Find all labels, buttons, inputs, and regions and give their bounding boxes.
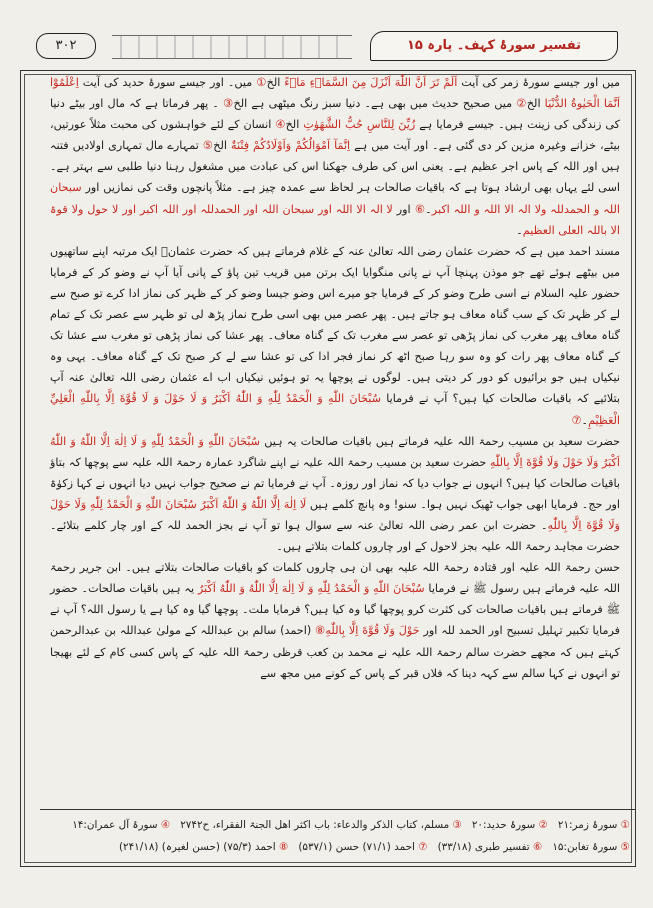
paragraph: [50, 557, 620, 684]
footnote-ref: ⑤: [202, 139, 214, 153]
footnote-text: احمد (۷۱/۱) حسن (۵۳۷/۱): [298, 841, 415, 853]
footnote-number: ⑤: [620, 841, 630, 853]
footnote-number: ③: [452, 819, 462, 831]
footnote-item: [558, 814, 630, 836]
footnote-ref: ②: [516, 97, 527, 111]
text-run: (احمد) سالم بن عبداللہ کے مولیٰ عبداللہ بن عبدالرحمن کہتے ہیں کہ مجھے حضرت سالم رحمۃ اللہ علیہ نے محمد بن کعب قرظی رحمۃ اللہ علیہ کے پاس کسی کام کے لئے بھیجا تو انہوں نے کہا سالم سے کہہ دینا کہ فلاں قبر کے پاس کے کونے میں مجھ سے: [50, 624, 620, 680]
body-text: [50, 72, 620, 684]
arabic-quote: لا الہ الا اللہ اور سبحان اللہ اور الحمدللہ اور اللہ اکبر اور لا حول ولا قوۃ الا باللہ العلی العظیم: [50, 202, 620, 237]
footnote-text: احمد (۷۵/۳) (حسن لغیرہ) (۲۴۱/۱۸): [118, 841, 276, 853]
text-run: تمہارے مال تمہاری اولادیں فتنہ ہیں اور اللہ کے پاس اجر عظیم ہے۔ یعنی اس کی طرف جھکنا اس کی عبادت میں مشغول رہنا دنیا طلبی سے بہتر ہے۔ اسی لئے یہاں بھی ارشاد ہوتا ہے کہ باقیات صالحات ہر لحاظ سے عمدہ چیز ہے۔ مثلاً پانچوں وقت کی نمازیں اور: [50, 139, 620, 195]
header-ornament-icon: [112, 35, 352, 59]
footnote-text: مسلم، کتاب الذکر والدعاء: باب اکثر اھل الجنۃ الفقراء، ح۲۷۴۲: [180, 819, 450, 831]
text-run: اور: [392, 202, 415, 216]
running-title: تفسیر سورۂ کہف۔ پارہ ۱۵: [370, 31, 618, 61]
text-run: الخ: [285, 118, 304, 132]
footnote-item: [119, 836, 288, 858]
footnote-number: ⑧: [279, 841, 289, 853]
footnote-number: ②: [538, 819, 548, 831]
arabic-quote: لَا اِلٰهَ اِلَّا اللّٰهُ وَ اللّٰهُ اَكْبَرُ سُبْحَانَ اللّٰهِ وَ الْحَمْدُ لِلّٰهِ وَلَا حَوْلَ وَلَا قُوَّةَ اِلَّا بِاللّٰهِ: [50, 497, 620, 532]
footnote-number: ⑦: [418, 841, 428, 853]
text-run: ۔: [425, 202, 432, 216]
page-header: [22, 30, 632, 64]
text-run: الخ: [526, 97, 545, 111]
footnote-text: سورۂ حدید:۲۰: [471, 819, 536, 831]
paragraph: [50, 72, 620, 241]
footnote-number: ①: [620, 819, 630, 831]
text-run: مسند احمد میں ہے کہ حضرت عثمان رضی اللہ تعالیٰ عنہ کے غلام فرماتے ہیں کہ حضرت عثمانؓ ایک مرتبہ اپنے ساتھیوں میں بیٹھے ہوئے تھے جو موذن پہنچا آپ نے پانی منگوایا ایک برتن میں قریب تین پاؤ کے پانی آیا آپ نے وضو کر کے فرمایا حضور علیہ السلام نے اسی طرح وضو کر کے فرمایا جو میرے اس وضو جیسا وضو کر کے ظہر کی نماز ادا کرے تو صبح سے لے کر ظہر تک کے سب گناہ معاف ہو جاتے ہیں۔ پھر عصر میں بھی اسی طرح نماز پڑھ لی تو ظہر سے عصر تک کے تمام گناہ معاف پھر مغرب کی نماز پڑھی تو عصر سے مغرب تک کے گناہ معاف۔ پھر عشا کی نماز پڑھی تو مغرب سے عشا تک کے گناہ معاف پھر رات کو وہ سو رہا صبح اٹھ کر نماز فجر ادا کی تو عشا سے لے کر صبح تک کے گناہ معاف۔ یہی وہ نیکیاں ہیں جو برائیوں کو دور کر دیتی ہیں۔ لوگوں نے پوچھا یہ تو ہوئیں نیکیاں اب اے عثمان رضی اللہ تعالیٰ عنہ آپ بتلائیے کہ باقیات صالحات کیا ہیں؟ آپ نے فرمایا: [50, 244, 620, 406]
footnote-ref: ⑥: [414, 202, 426, 216]
footnote-ref: ①: [256, 76, 267, 89]
text-run: ۔: [516, 223, 523, 237]
footnotes: [40, 814, 630, 858]
footnote-row: [40, 836, 630, 858]
footnote-number: ⑥: [533, 841, 543, 853]
text-run: الخ: [213, 139, 231, 153]
page-number: ۳۰۲: [36, 33, 96, 59]
text-run: انسان کے لئے خواہشوں کی محبت مثلاً عورتیں، بیٹے، خزانے وغیرہ مزین کر دی گئی ہے۔ اور آیت میں ہے: [50, 118, 620, 153]
text-run: میں اور جیسے سورۂ زمر کی آیت: [457, 76, 620, 89]
text-run: میں صحیح حدیث میں بھی ہے۔ دنیا سبز رنگ میٹھی ہے الخ: [233, 97, 517, 111]
footnote-item: [72, 814, 170, 836]
text-run: میں۔ اور جیسے سورۂ حدید کی آیت: [78, 76, 257, 89]
arabic-quote: سبحان اللہ و الحمدللہ ولا الہ الا اللہ و اللہ اکبر: [50, 181, 621, 216]
arabic-quote: سُبْحَانَ اللّٰهِ وَ الْحَمْدُ لِلّٰهِ وَ لَا اِلٰهَ اِلَّا اللّٰهُ وَ اللّٰهُ اَكْبَرُ وَلَا حَوْلَ وَلَا قُوَّةَ اِلَّا بِاللّٰهِ: [50, 434, 620, 469]
footnote-item: [472, 814, 548, 836]
text-run: ۔: [581, 413, 589, 427]
footnote-divider: [40, 809, 636, 810]
arabic-quote: سُبْحَانَ اللّٰهِ وَ الْحَمْدُ لِلّٰهِ وَ لَا اِلٰهَ اِلَّا اللّٰهُ وَ اللّٰهُ اَكْبَرُ: [197, 582, 425, 596]
arabic-quote: اِنَّمَآ اَمْوَالُكُمْ وَاَوْلَادُكُمْ فِتْنَةٌ: [230, 139, 351, 153]
footnote-text: سورۂ آل عمران:۱۴: [72, 819, 158, 831]
footnote-ref: ③: [222, 97, 234, 111]
footnote-text: سورۂ تغابن:۱۵: [552, 841, 618, 853]
text-run: ۔ حضرت ابن عمر رضی اللہ تعالیٰ عنہ سے سوال ہوا تو آپ نے بجز الحمد للہ کے اور چار کلمے بتلائے۔ حضرت مجاہد رحمۃ اللہ علیہ بجز لاحول کے اور چاروں کلمات بتلاتے ہیں۔: [50, 518, 620, 554]
paragraph: [50, 241, 620, 431]
footnote-ref: ⑦: [571, 413, 582, 427]
text-run: ۔ پھر فرماتا ہے کہ مال اور بیٹے دنیا کی زندگی کی زینت ہیں۔ جیسے فرمایا ہے: [50, 97, 620, 132]
arabic-quote: زُيِّنَ لِلنَّاسِ حُبُّ الشَّهَوٰتِ: [303, 118, 416, 132]
text-run: یہ ہیں باقیات صالحات۔ حضور ﷺ فرماتے ہیں باقیات صالحات کی کثرت کرو پوچھا گیا وہ کیا ہیں؟ فرمایا ملت۔ پوچھا گیا وہ کیا ہے یا رسول اللہ؟ آپ نے فرمایا تکبیر تہلیل تسبیح اور الحمد للہ اور: [50, 582, 620, 638]
footnote-number: ④: [160, 819, 171, 831]
arabic-quote: اِعْلَمُوْٓا اَنَّمَا الْحَيٰوةُ الدُّنْيَا: [50, 76, 620, 111]
footnote-row: [40, 814, 630, 836]
footnote-ref: ④: [275, 118, 286, 132]
text-run: حضرت سعید بن مسیب رحمۃ اللہ علیہ فرماتے ہیں باقیات صالحات یہ ہیں: [260, 434, 620, 448]
text-run: حسن رحمۃ اللہ علیہ اور قتادہ رحمۃ اللہ علیہ بھی ان ہی چاروں کلمات کو باقیات صالحات بتلاتے ہیں۔ ابن جریر رحمۃ اللہ علیہ فرماتے ہیں رسول ﷺ نے فرمایا: [50, 561, 620, 596]
text-run: الخ: [266, 76, 285, 89]
footnote-item: [298, 836, 427, 858]
arabic-quote: اَلَمْ تَرَ اَنَّ اللّٰهَ اَنْزَلَ مِنَ السَّمَاۗءِ مَاۗءً: [284, 76, 458, 89]
footnote-item: [552, 836, 630, 858]
footnote-text: تفسیر طبری (۳۳/۱۸): [437, 841, 530, 853]
footnote-ref: ⑧: [314, 624, 326, 638]
paragraph: [50, 431, 620, 558]
arabic-quote: سُبْحَانَ اللّٰهِ وَ الْحَمْدُ لِلّٰهِ وَ اللّٰهُ اَكْبَرُ وَ لَا حَوْلَ وَ لَا قُوَّةَ اِلَّا بِاللّٰهِ الْعَلِيِّ الْعَظِيْمِ: [50, 392, 620, 427]
footnote-item: [438, 836, 543, 858]
footnote-item: [180, 814, 462, 836]
text-run: حضرت سعید بن مسیب رحمۃ اللہ علیہ نے اپنے شاگرد عمارہ رحمۃ اللہ علیہ سے پوچھا کہ بتاؤ باقیات صالحات کیا ہیں؟ انہوں نے جواب دیا کہ نماز اور روزہ۔ آپ نے فرمایا تم نے صحیح جواب نہیں دیا انہوں نے کہا زکوٰۃ اور حج۔ فرمایا ابھی جواب ٹھیک نہیں ہوا۔ سنو! وہ پانچ کلمے ہیں: [50, 455, 621, 511]
arabic-quote: حَوْلَ وَلَا قُوَّةَ اِلَّا بِاللّٰهِ: [325, 624, 420, 638]
footnote-text: سورۂ زمر:۲۱: [557, 819, 618, 831]
